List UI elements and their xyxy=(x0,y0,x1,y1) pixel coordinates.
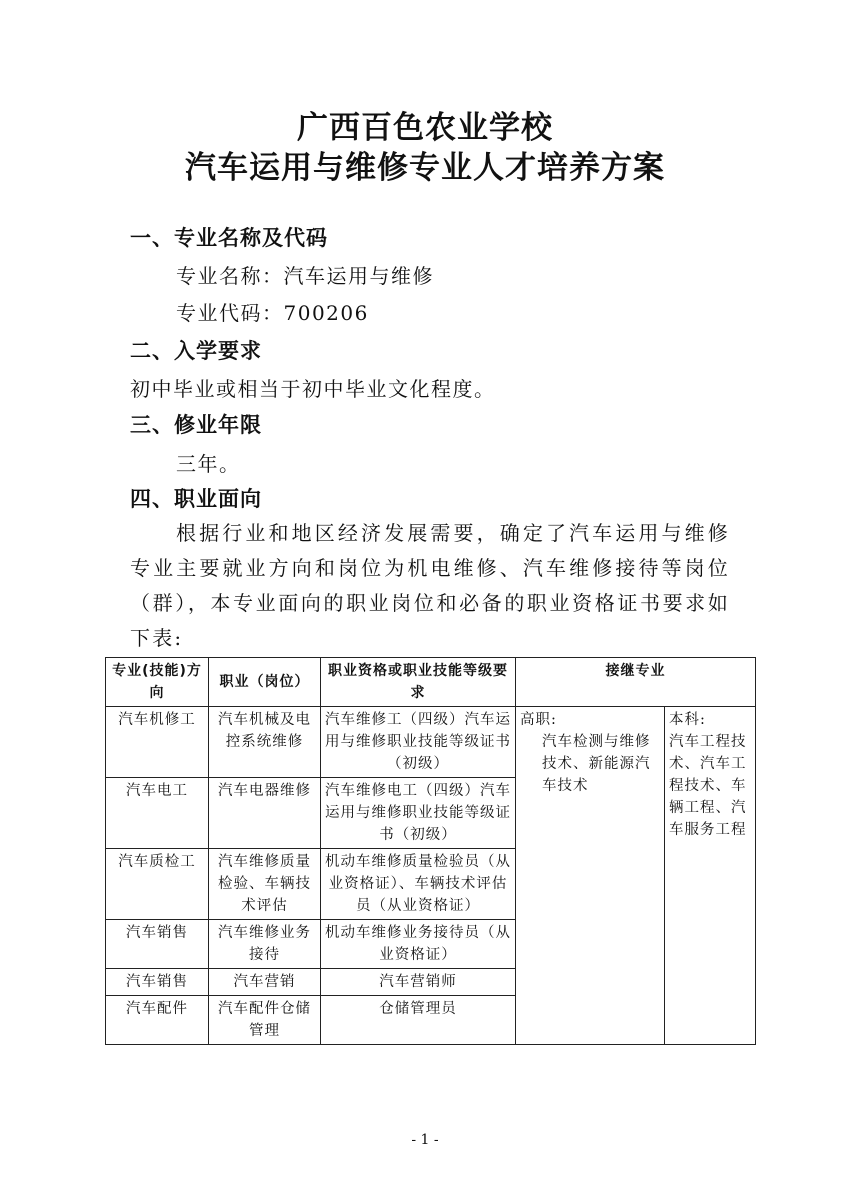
cell-job: 汽车机械及电控系统维修 xyxy=(209,707,321,778)
career-paragraph: 根据行业和地区经济发展需要，确定了汽车运用与维修专业主要就业方向和岗位为机电维修、汽车维修接待等岗位（群），本专业面向的职业岗位和必备的职业资格证书要求如下表: xyxy=(130,521,730,650)
cell-direction: 汽车配件 xyxy=(106,996,209,1045)
cell-direction: 汽车销售 xyxy=(106,969,209,996)
document-subtitle: 汽车运用与维修专业人才培养方案 xyxy=(185,150,665,186)
cell-cert: 机动车维修业务接待员（从业资格证） xyxy=(321,920,516,969)
header-direction: 专业(技能)方向 xyxy=(106,658,209,707)
header-cert: 职业资格或职业技能等级要求 xyxy=(321,658,516,707)
cell-cert: 仓储管理员 xyxy=(321,996,516,1045)
cell-higher-vocational xyxy=(516,707,665,1045)
cell-job: 汽车维修质量检验、车辆技术评估 xyxy=(209,849,321,920)
cell-cert: 机动车维修质量检验员（从业资格证）、车辆技术评估员（从业资格证） xyxy=(321,849,516,920)
cell-direction: 汽车质检工 xyxy=(106,849,209,920)
cell-job: 汽车电器维修 xyxy=(209,778,321,849)
career-table xyxy=(105,657,756,1045)
cell-job: 汽车营销 xyxy=(209,969,321,996)
section-heading-major-name: 一、专业名称及代码 xyxy=(130,226,328,250)
major-code-line: 专业代码：700206 xyxy=(176,301,369,325)
table-row xyxy=(106,707,756,778)
cell-direction: 汽车销售 xyxy=(106,920,209,969)
header-continuing: 接继专业 xyxy=(516,658,756,707)
cell-direction: 汽车电工 xyxy=(106,778,209,849)
higher-vocational-text: 汽车检测与维修技术、新能源汽车技术 xyxy=(542,734,651,794)
header-job: 职业（岗位） xyxy=(209,658,321,707)
section-heading-career: 四、职业面向 xyxy=(130,487,262,511)
higher-vocational-label: 高职: xyxy=(520,712,557,728)
major-name-line: 专业名称：汽车运用与维修 xyxy=(176,264,434,288)
cell-job: 汽车维修业务接待 xyxy=(209,920,321,969)
page-number: - 1 - xyxy=(411,1132,439,1148)
cell-direction: 汽车机修工 xyxy=(106,707,209,778)
document-title: 广西百色农业学校 xyxy=(297,110,553,146)
duration-text: 三年。 xyxy=(176,452,241,476)
undergraduate-text: 汽车工程技术、汽车工程技术、车辆工程、汽车服务工程 xyxy=(669,734,747,838)
cell-cert: 汽车维修工（四级）汽车运用与维修职业技能等级证书（初级） xyxy=(321,707,516,778)
cell-cert: 汽车营销师 xyxy=(321,969,516,996)
cell-job: 汽车配件仓储管理 xyxy=(209,996,321,1045)
cell-undergraduate xyxy=(665,707,756,1045)
admission-text: 初中毕业或相当于初中毕业文化程度。 xyxy=(130,377,496,401)
cell-cert: 汽车维修电工（四级）汽车运用与维修职业技能等级证书（初级） xyxy=(321,778,516,849)
undergraduate-label: 本科: xyxy=(669,712,706,728)
section-heading-duration: 三、修业年限 xyxy=(130,413,262,437)
table-header-row xyxy=(106,658,756,707)
section-heading-admission: 二、入学要求 xyxy=(130,339,262,363)
